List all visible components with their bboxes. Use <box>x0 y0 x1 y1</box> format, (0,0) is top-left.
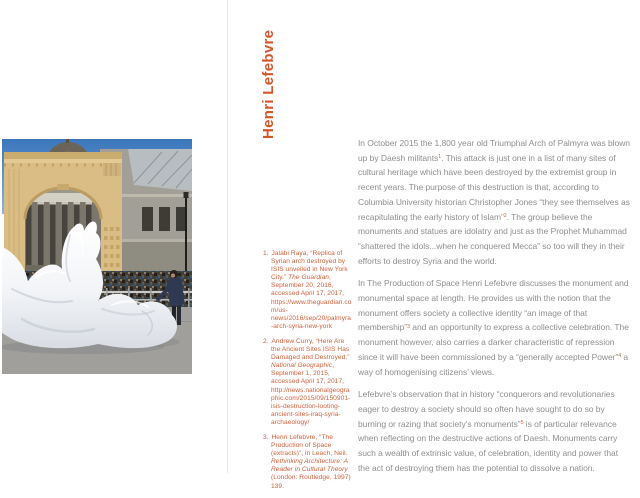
footnote-marker: 4 <box>618 353 622 360</box>
footnote-number: 1. <box>263 250 271 257</box>
footnote-number: 3. <box>263 433 271 441</box>
footnote-item <box>263 338 352 427</box>
text-run: and an opportunity to express a collective celebration. The monument however, also carries a darker characteristic of repression since it will have been commissioned by a “generally accepted Power” <box>358 322 629 362</box>
text-run: In October 2015 the 1,800 year old Triumphal Arch of Palmyra was blown up by Daesh militants <box>358 138 630 163</box>
footnote-item <box>263 250 352 331</box>
footnote-item <box>263 434 352 491</box>
text-run: Andrew Curry, “Here Are the Ancient Sites ISIS Has Damaged and Destroyed.” <box>271 337 350 362</box>
text-run: a way of homogenising citizens’ views. <box>358 351 629 377</box>
footnote-number: 2. <box>263 337 271 345</box>
body-paragraph <box>358 136 630 268</box>
footnotes-column <box>263 250 352 498</box>
text-run: The Guardian <box>288 274 329 282</box>
body-text <box>358 136 630 483</box>
footnote-marker: 1 <box>438 154 442 161</box>
text-run: Rethinking Architecture: A Reader in Cultural Theory <box>271 458 348 474</box>
body-paragraph <box>358 276 630 379</box>
text-run: Jalabi Raya, “Replica of Syrian arch destroyed by ISIS unveiled in New York City.” <box>271 250 348 282</box>
text-run: is of particular relevance when reflecting on the destructive actions of Daesh. Monuments carry such a wealth of extrinsic value, of celebration, identity and power that the act of destroying them has the potential to dissolve a nation. <box>358 418 619 473</box>
footnote-marker: 5 <box>520 420 524 427</box>
text-run: Lefebvre’s observation that in history “conquerors and revolutionaries eager to destroy a society should so often have sought to do so by burning or razing that society’s monuments” <box>358 389 615 429</box>
photo-palmyra-arch-unveiling <box>2 139 192 374</box>
photo-illustration <box>2 139 192 374</box>
text-run: In The Production of Space Henri Lefebvre discusses the monument and monumental space at length. He provides us with the notion that the monument offers society a collective identity “an image of that membership” <box>358 278 629 333</box>
text-run: Henri Lefebvre, “The Production of Space (extracts)”, in Leach, Neil. <box>271 433 348 458</box>
page-gutter-divider <box>227 0 228 473</box>
text-run: . This attack is just one in a list of many sites of cultural heritage which have been destroyed by the extremist group in recent years. The purpose of this destruction is that, according to Columbia University historian Christopher Jones “they see themselves as recapitulating the early history of Islam” <box>358 152 630 222</box>
text-run: , September 1, 2015, accessed April 17, 2017, http://news.nationalgeographic.com/2015/09/150901-isis-destruction-looting-ancient-sites-iraq-syria-archaeology/ <box>271 362 351 426</box>
footnote-marker: 3 <box>407 324 410 331</box>
chapter-title-vertical: Henri Lefebvre <box>260 29 277 139</box>
text-run: National Geographic <box>271 362 333 370</box>
text-run: (London: Routledge, 1997) 139. <box>271 474 351 490</box>
footnote-marker: 2 <box>503 213 507 220</box>
text-run: , September 20, 2016, accessed April 17, 2017, https://www.theguardian.com/us-news/2016/sep/20/palmyra-arch-syria-new-york <box>271 274 352 330</box>
body-paragraph <box>358 387 630 475</box>
text-run: . The group believe the monuments and statues are idolatry and just as the Prophet Muhammad “shattered the idols...when he conquered Mecca” so too will they in their efforts to destroy Syria and the world. <box>358 211 627 266</box>
